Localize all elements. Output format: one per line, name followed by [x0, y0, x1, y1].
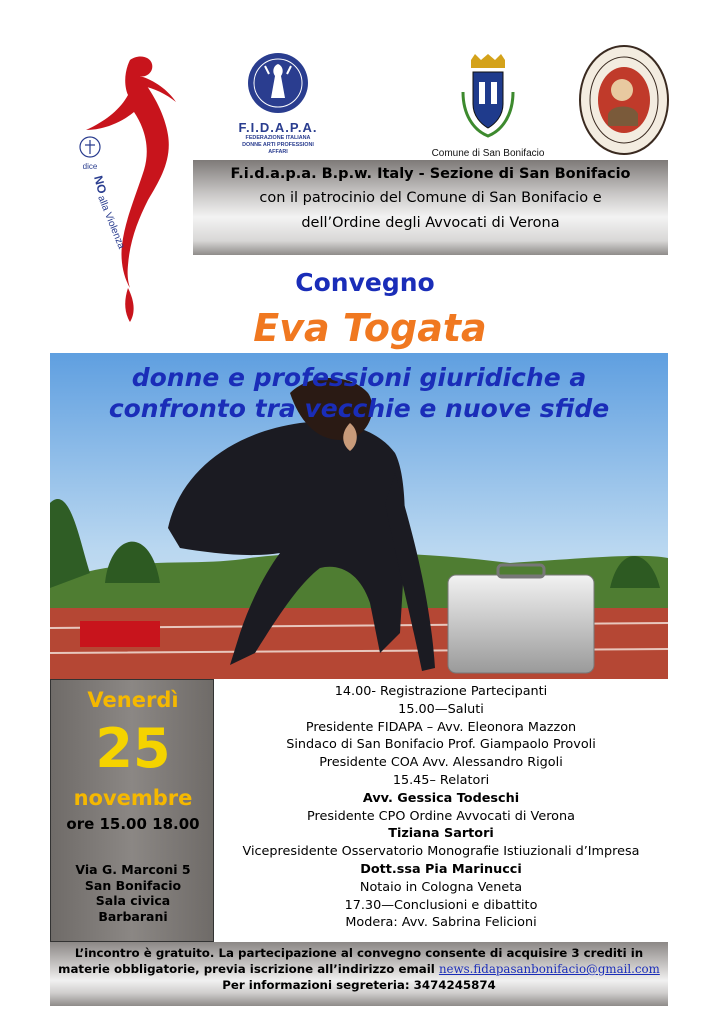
- no-violence-text: [78, 135, 138, 265]
- coat-of-arms-icon: [453, 52, 523, 142]
- address-line: Via G. Marconi 5: [75, 862, 191, 877]
- event-day: Venerdì: [87, 688, 179, 712]
- footer-line-1: L’incontro è gratuito. La partecipazione al convegno consente di acquisire 3 crediti in: [74, 946, 644, 960]
- patronage-line: con il patrocinio del Comune di San Bonifacio e: [259, 190, 602, 206]
- comune-caption: Comune di San Bonifacio: [431, 148, 545, 159]
- program-item: Presidente FIDAPA – Avv. Eleonora Mazzon: [305, 719, 577, 735]
- fidapa-subtitle-2: DONNE ARTI PROFESSIONI AFFARI: [242, 142, 314, 155]
- event-month: novembre: [73, 786, 193, 810]
- program-item: 17.30—Conclusioni e dibattito: [344, 897, 538, 913]
- ordine-avvocati-seal: [578, 44, 670, 156]
- organizer-banner: [193, 160, 668, 255]
- patronage-line-2: dell’Ordine degli Avvocati di Verona: [301, 215, 560, 231]
- event-subtitle: [50, 362, 668, 424]
- program-item: Modera: Avv. Sabrina Felicioni: [345, 915, 537, 931]
- program-item: Dott.ssa Pia Marinucci: [360, 861, 522, 877]
- organizer-line: F.i.d.a.p.a. B.p.w. Italy - Sezione di San Bonifacio: [230, 166, 631, 182]
- program-panel: [214, 679, 668, 942]
- email-link[interactable]: news.fidapasanbonifacio@gmail.com: [438, 962, 660, 976]
- event-address: [51, 862, 215, 924]
- program-item: 15.45– Relatori: [392, 772, 490, 788]
- program-item: 14.00- Registrazione Partecipanti: [334, 684, 548, 699]
- program-list: [214, 683, 668, 932]
- footer-line-2-text: materie obbligatorie, previa iscrizione all’indirizzo email: [58, 962, 439, 976]
- program-item: Presidente COA Avv. Alessandro Rigoli: [319, 755, 563, 771]
- event-kind: Convegno: [295, 268, 435, 297]
- fidapa-emblem-icon: [247, 52, 309, 114]
- address-line: Barbarani: [98, 908, 168, 924]
- footer-info: [50, 942, 668, 1006]
- date-panel: [50, 679, 214, 942]
- svg-text:dice: dice: [82, 162, 98, 171]
- fidapa-title: F.I.D.A.P.A.: [238, 120, 318, 135]
- event-hours: ore 15.00 18.00: [66, 815, 200, 833]
- svg-text:NO: NO: [91, 174, 110, 196]
- program-item: Notaio in Cologna Veneta: [359, 879, 523, 895]
- fidapa-subtitle-1: FEDERAZIONE ITALIANA: [245, 135, 311, 141]
- footer-line-3: Per informazioni segreteria: 3474245874: [222, 978, 496, 992]
- svg-text:alla Violenza: alla Violenza: [95, 194, 127, 251]
- event-title: Eva Togata: [253, 306, 487, 350]
- address-line: Sala civica: [95, 893, 171, 908]
- comune-logo: [418, 52, 558, 162]
- program-item: Tiziana Sartori: [388, 826, 494, 842]
- program-item: Presidente CPO Ordine Avvocati di Verona: [307, 808, 575, 824]
- program-item: Vicepresidente Osservatorio Monografie Istiuzionali d’Impresa: [242, 844, 640, 860]
- event-subtitle-line-1: donne e professioni giuridiche a: [131, 363, 587, 392]
- address-line: San Bonifacio: [84, 877, 182, 893]
- program-item: 15.00—Saluti: [398, 701, 484, 717]
- fidapa-logo: [232, 52, 324, 155]
- event-subtitle-line-2: confronto tra vecchie e nuove sfide: [108, 394, 610, 423]
- program-item: Avv. Gessica Todeschi: [362, 790, 520, 806]
- footer-line-2: [50, 962, 668, 976]
- event-day-number: 25: [95, 717, 171, 780]
- program-item: Sindaco di San Bonifacio Prof. Giampaolo Provoli: [286, 737, 596, 753]
